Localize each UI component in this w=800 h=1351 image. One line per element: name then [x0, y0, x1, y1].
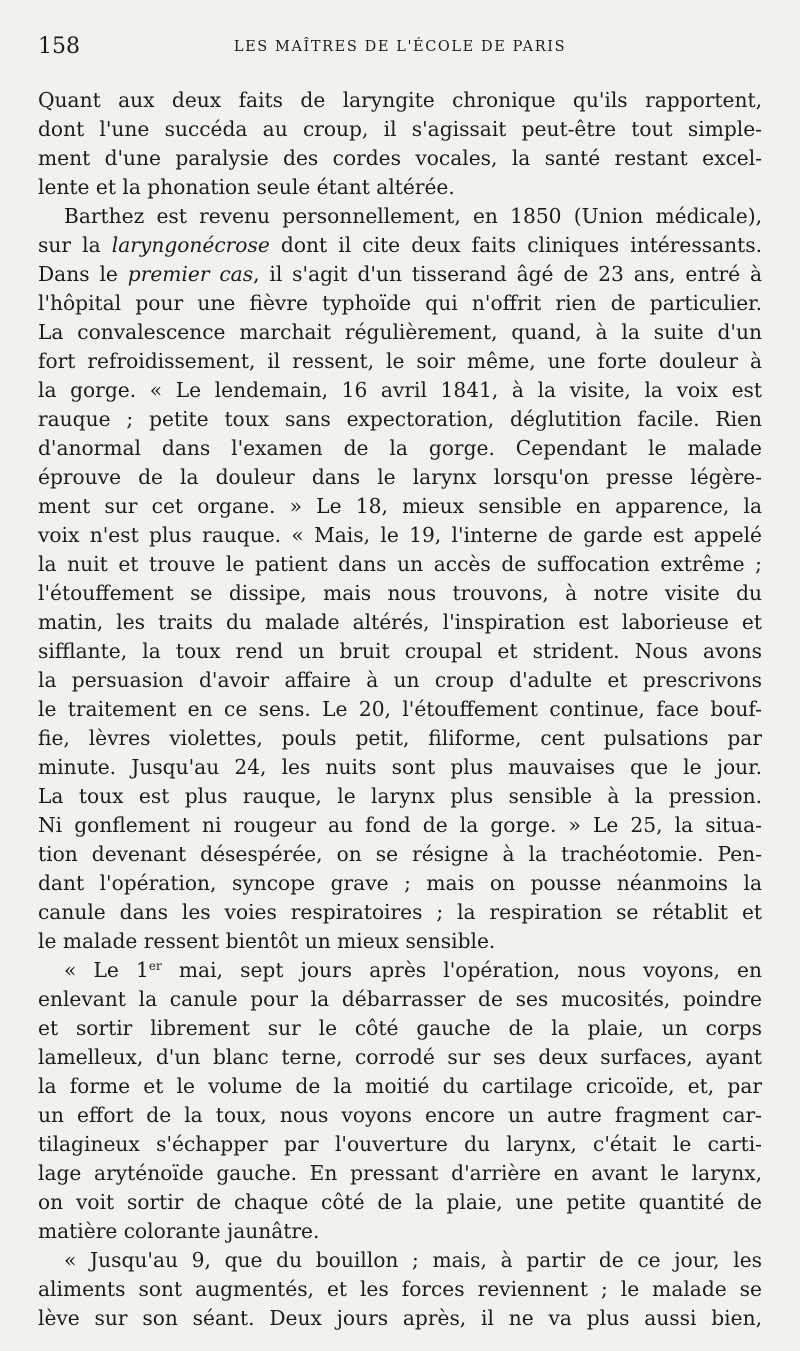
text-segment: « Le 1 [64, 958, 149, 982]
text-line: ment d'une paralysie des cordes vocales, la santé restant excel- [38, 146, 762, 170]
text-line: enlevant la canule pour la débarrasser de ses mucosités, poindre [38, 987, 762, 1011]
text-line: matin, les traits du malade altérés, l'inspiration est laborieuse et [38, 610, 762, 634]
text-line: Barthez est revenu personnellement, en 1850 (Union médicale), [64, 204, 762, 228]
text-line: le traitement en ce sens. Le 20, l'étouffement continue, face bouf- [38, 697, 762, 721]
text-line: un effort de la toux, nous voyons encore un autre fragment car- [38, 1103, 762, 1127]
text-line [38, 956, 762, 985]
italic-term: laryngonécrose [111, 233, 270, 257]
text-line: « Jusqu'au 9, que du bouillon ; mais, à partir de ce jour, les [64, 1248, 762, 1272]
text-line: éprouve de la douleur dans le larynx lorsqu'on presse légère- [38, 465, 762, 489]
text-line: La toux est plus rauque, le larynx plus sensible à la pression. [38, 784, 762, 808]
book-page [38, 32, 762, 1332]
text-line: la forme et le volume de la moitié du cartilage cricoïde, et, par [38, 1074, 762, 1098]
text-line: ment sur cet organe. » Le 18, mieux sensible en apparence, la [38, 494, 762, 518]
text-segment: dont il cite deux faits cliniques intéressants. [269, 233, 762, 257]
text-line: lente et la phonation seule étant altérée. [38, 175, 455, 199]
page-header [38, 32, 762, 66]
text-line: aliments sont augmentés, et les forces reviennent ; le malade se [38, 1277, 762, 1301]
text-line: le malade ressent bientôt un mieux sensible. [38, 929, 496, 953]
text-line [38, 231, 762, 260]
text-segment: Dans le [38, 262, 128, 286]
text-line: rauque ; petite toux sans expectoration, déglutition facile. Rien [38, 407, 762, 431]
text-line: la gorge. « Le lendemain, 16 avril 1841, à la visite, la voix est [38, 378, 762, 402]
text-line: fie, lèvres violettes, pouls petit, filiforme, cent pulsations par [38, 726, 762, 750]
text-line: Quant aux deux faits de laryngite chronique qu'ils rapportent, [38, 88, 762, 112]
text-line: lage aryténoïde gauche. En pressant d'arrière en avant le larynx, [38, 1161, 762, 1185]
body-text [38, 86, 762, 1333]
italic-term: premier cas [127, 262, 254, 286]
running-head: LES MAÎTRES DE L'ÉCOLE DE PARIS [233, 39, 567, 55]
text-line: canule dans les voies respiratoires ; la respiration se rétablit et [38, 900, 762, 924]
text-line: Ni gonflement ni rougeur au fond de la gorge. » Le 25, la situa- [38, 813, 762, 837]
text-line [38, 260, 762, 289]
text-line: d'anormal dans l'examen de la gorge. Cependant le malade [38, 436, 762, 460]
page-number: 158 [38, 34, 80, 59]
text-line: matière colorante jaunâtre. [38, 1219, 320, 1243]
text-line: dant l'opération, syncope grave ; mais on pousse néanmoins la [38, 871, 762, 895]
superscript: er [148, 959, 162, 973]
text-line: la persuasion d'avoir affaire à un croup d'adulte et prescrivons [38, 668, 762, 692]
text-segment: sur la [38, 233, 112, 257]
text-line: La convalescence marchait régulièrement, quand, à la suite d'un [38, 320, 762, 344]
text-line: et sortir librement sur le côté gauche de la plaie, un corps [38, 1016, 762, 1040]
text-line: la nuit et trouve le patient dans un accès de suffocation extrême ; [38, 552, 762, 576]
text-line: l'étouffement se dissipe, mais nous trouvons, à notre visite du [38, 581, 762, 605]
text-line: l'hôpital pour une fièvre typhoïde qui n'offrit rien de particulier. [38, 291, 762, 315]
text-line: voix n'est plus rauque. « Mais, le 19, l'interne de garde est appelé [38, 523, 762, 547]
text-line: fort refroidissement, il ressent, le soir même, une forte douleur à [38, 349, 762, 373]
text-line: lamelleux, d'un blanc terne, corrodé sur ses deux surfaces, ayant [38, 1045, 762, 1069]
text-line: tion devenant désespérée, on se résigne à la trachéotomie. Pen- [38, 842, 762, 866]
text-line: on voit sortir de chaque côté de la plaie, une petite quantité de [38, 1190, 762, 1214]
text-line: sifflante, la toux rend un bruit croupal et strident. Nous avons [38, 639, 762, 663]
text-segment: mai, sept jours après l'opération, nous voyons, en [161, 958, 762, 982]
text-line: tilagineux s'échapper par l'ouverture du larynx, c'était le carti- [38, 1132, 762, 1156]
text-segment: , il s'agit d'un tisserand âgé de 23 ans, entré à [253, 262, 762, 286]
text-line: minute. Jusqu'au 24, les nuits sont plus mauvaises que le jour. [38, 755, 762, 779]
text-line: dont l'une succéda au croup, il s'agissait peut-être tout simple- [38, 117, 762, 141]
text-line: lève sur son séant. Deux jours après, il ne va plus aussi bien, [38, 1306, 762, 1330]
